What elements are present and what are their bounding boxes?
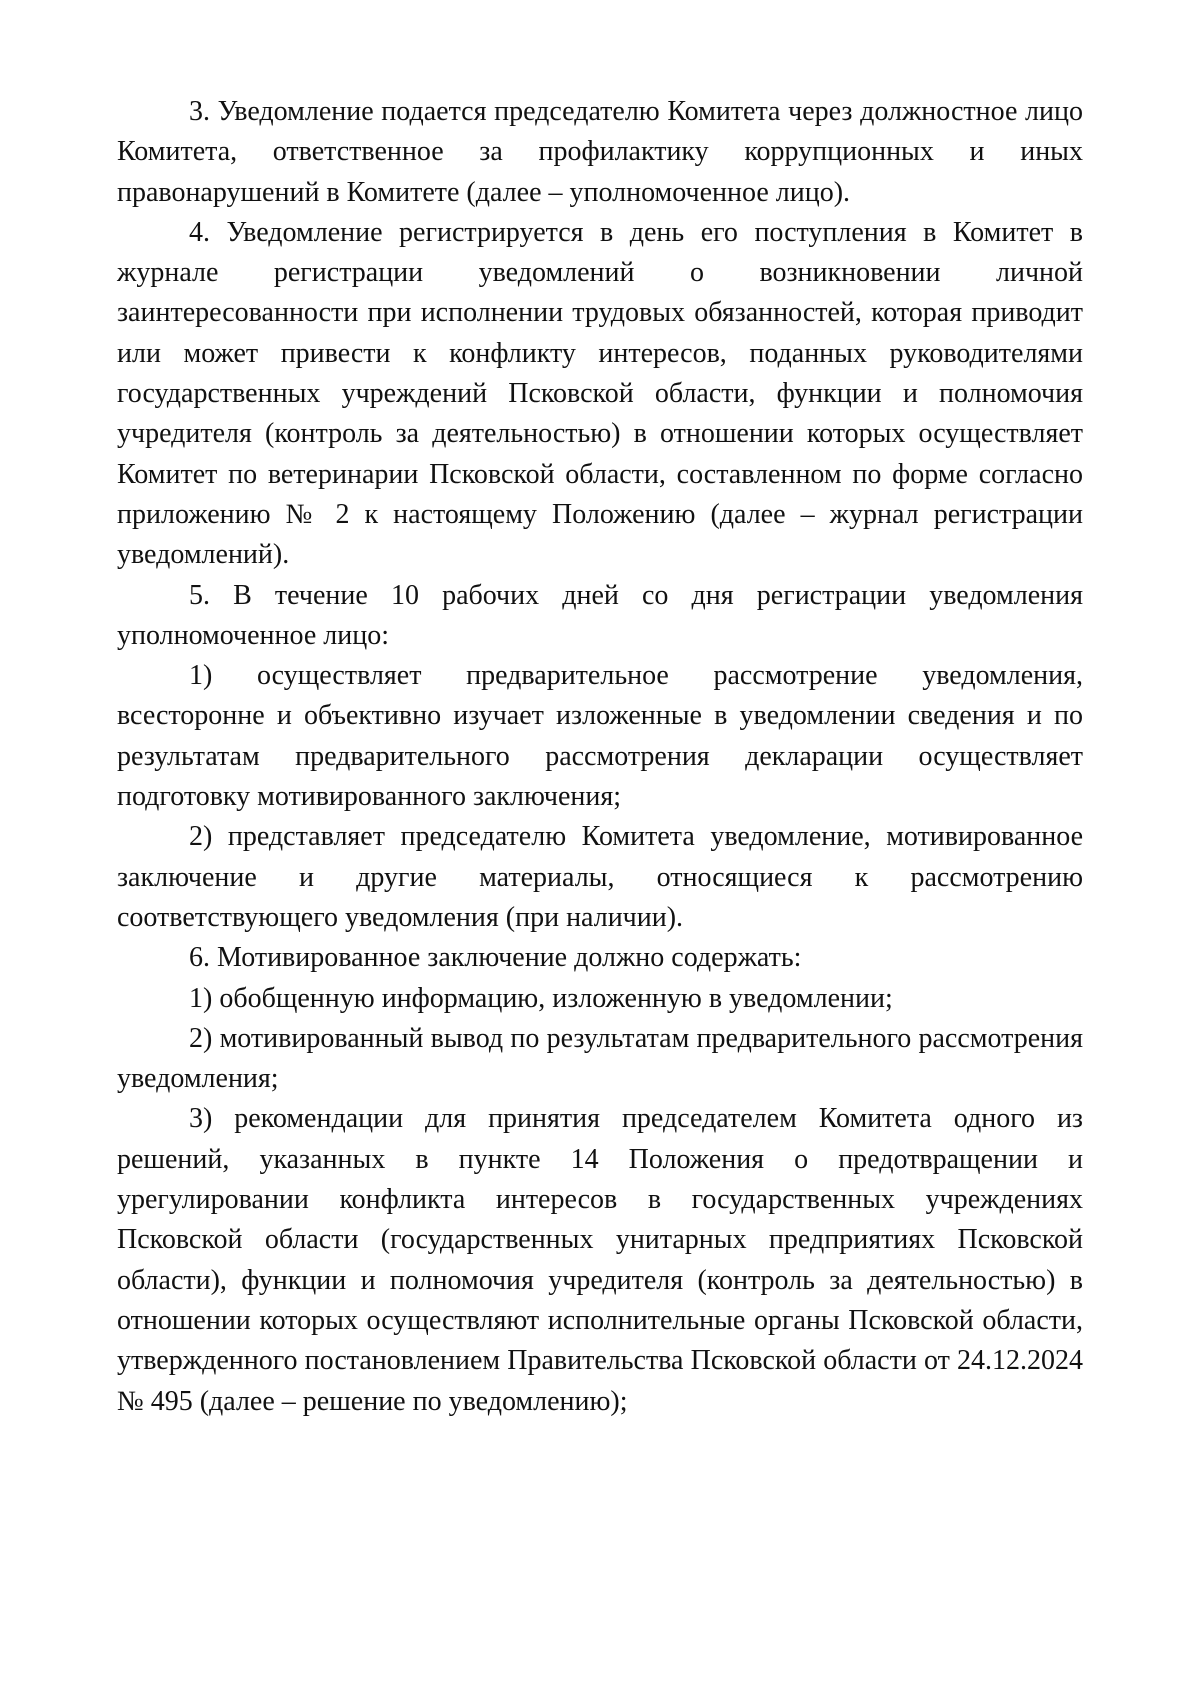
paragraph-4: 4. Уведомление регистрируется в день его поступления в Комитет в журнале регистрации уведомлений о возникновении личной заинтересованности при исполнении трудовых обязанностей, которая приводит или может привести к конфликту интересов, поданных руководителями государственных учреждений Псковской области, функции и полномочия учредителя (контроль за деятельностью) в отношении которых осуществляет Комитет по ветеринарии Псковской области, составленном по форме согласно приложению № 2 к настоящему Положению (далее – журнал регистрации уведомлений). [117,216,1083,571]
paragraph-6: 6. Мотивированное заключение должно содержать: [189,942,802,974]
document-page [117,92,1083,1422]
paragraph-6-item-1: 1) обобщенную информацию, изложенную в уведомлении; [189,982,893,1014]
paragraph-6-item-3: 3) рекомендации для принятия председателем Комитета одного из решений, указанных в пункте 14 Положения о предотвращении и урегулировании конфликта интересов в государственных учреждениях Псковской области (государственных унитарных предприятиях Псковской области), функции и полномочия учредителя (контроль за деятельностью) в отношении которых осуществляют исполнительные органы Псковской области, утвержденного постановлением Правительства Псковской области от 24.12.2024 № 495 (далее – решение по уведомлению); [117,1103,1083,1417]
paragraph-6-item-2: 2) мотивированный вывод по результатам предварительного рассмотрения уведомления; [117,1022,1083,1095]
paragraph-5-item-2: 2) представляет председателю Комитета уведомление, мотивированное заключение и другие материалы, относящиеся к рассмотрению соответствующего уведомления (при наличии). [117,821,1083,933]
paragraph-5-item-1: 1) осуществляет предварительное рассмотрение уведомления, всесторонне и объективно изучает изложенные в уведомлении сведения и по результатам предварительного рассмотрения декларации осуществляет подготовку мотивированного заключения; [117,660,1083,813]
paragraph-3: 3. Уведомление подается председателю Комитета через должностное лицо Комитета, ответственное за профилактику коррупционных и иных правонарушений в Комитете (далее – уполномоченное лицо). [117,96,1083,208]
paragraph-5: 5. В течение 10 рабочих дней со дня регистрации уведомления уполномоченное лицо: [117,579,1083,651]
